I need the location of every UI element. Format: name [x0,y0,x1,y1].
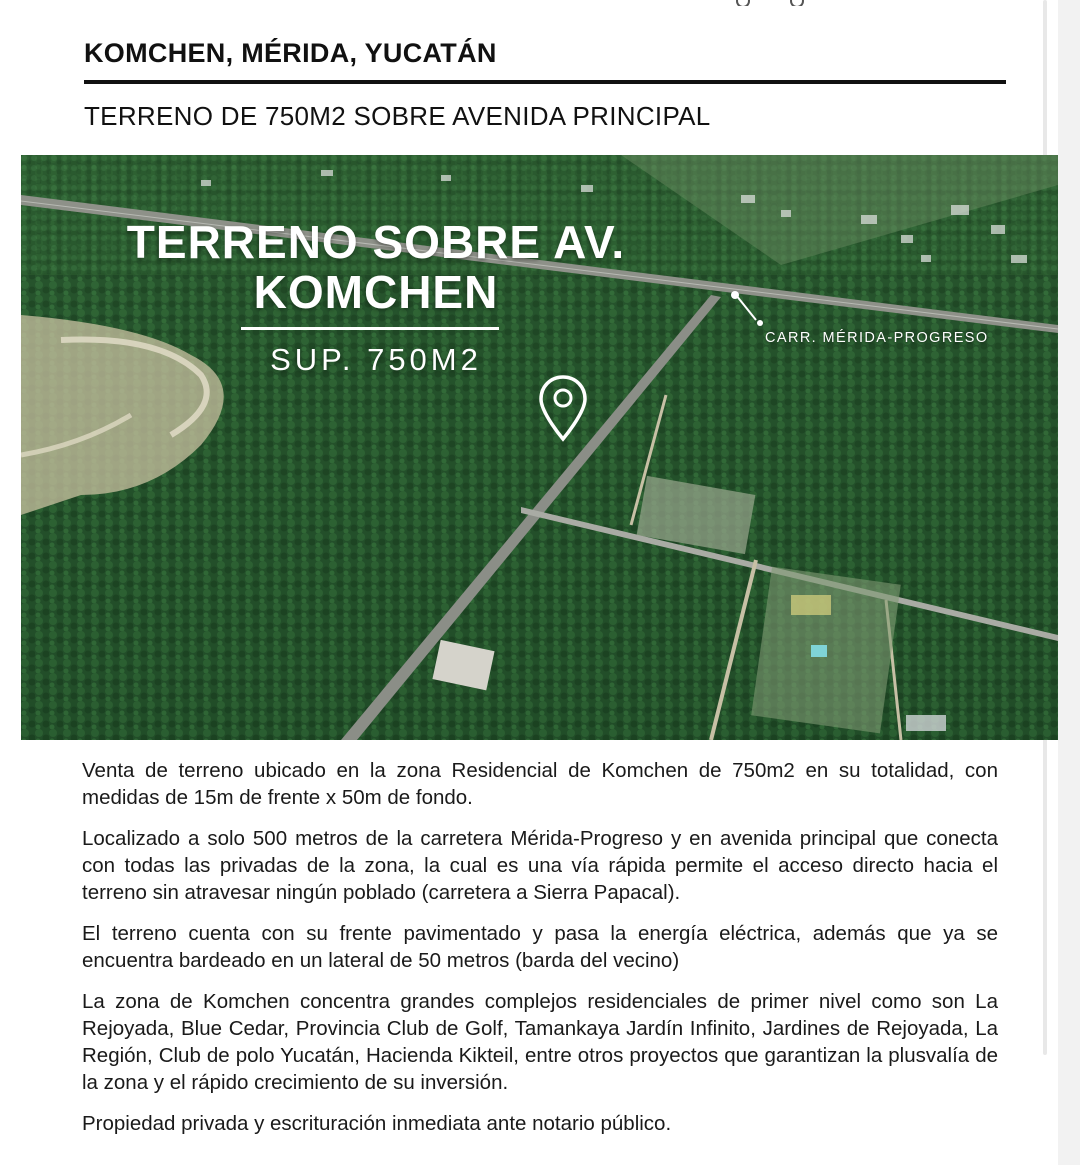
paragraph-services: El terreno cuenta con su frente pavimentado y pasa la energía eléctrica, además que ya se encuentra bardeado en un lateral de 50 metros (barda del vecino) [82,922,998,972]
surface-label: SUP. 750M2 [270,342,482,377]
cropped-glyph [736,0,750,6]
document-header [84,36,1004,70]
road-callout-dot [731,291,739,299]
paragraph-zone: La zona de Komchen concentra grandes complejos residenciales de primer nivel como son La Rejoyada, Blue Cedar, Provincia Club de Golf, Tamankaya Jardín Infinito, Jardines de Rejoyada, La Región, Club de polo Yucatán, Hacienda Kikteil, entre otros proyectos que garantizan la plusvalía de la zona y el rápido crecimiento de su inversión. [82,990,998,1094]
paragraph-overview: Venta de terreno ubicado en la zona Residencial de Komchen de 750m2 en su totalidad, con medidas de 15m de frente x 50m de fondo. [82,759,998,809]
paragraph-location: Localizado a solo 500 metros de la carretera Mérida-Progreso y en avenida principal que conecta con todas las privadas de la zona, la cual es una vía rápida permite el acceso directo hacia el terreno sin atravesar ningún poblado (carretera a Sierra Papacal). [82,827,998,904]
road-label: CARR. MÉRIDA-PROGRESO [765,330,989,346]
photo-title-underline [241,327,499,330]
viewer-side-edge [1058,0,1080,1165]
photo-title-line1: TERRENO SOBRE AV. [126,216,626,268]
cropped-glyph [790,0,804,6]
location-title: KOMCHEN, MÉRIDA, YUCATÁN [84,38,497,68]
photo-title-line2: KOMCHEN [253,266,499,318]
aerial-photo [21,155,1058,740]
description [82,757,998,1151]
previous-page-edge [0,0,1080,6]
header-divider [84,80,1006,84]
paragraph-legal: Propiedad privada y escrituración inmediata ante notario público. [82,1112,672,1135]
listing-subtitle: TERRENO DE 750M2 SOBRE AVENIDA PRINCIPAL [84,101,711,131]
